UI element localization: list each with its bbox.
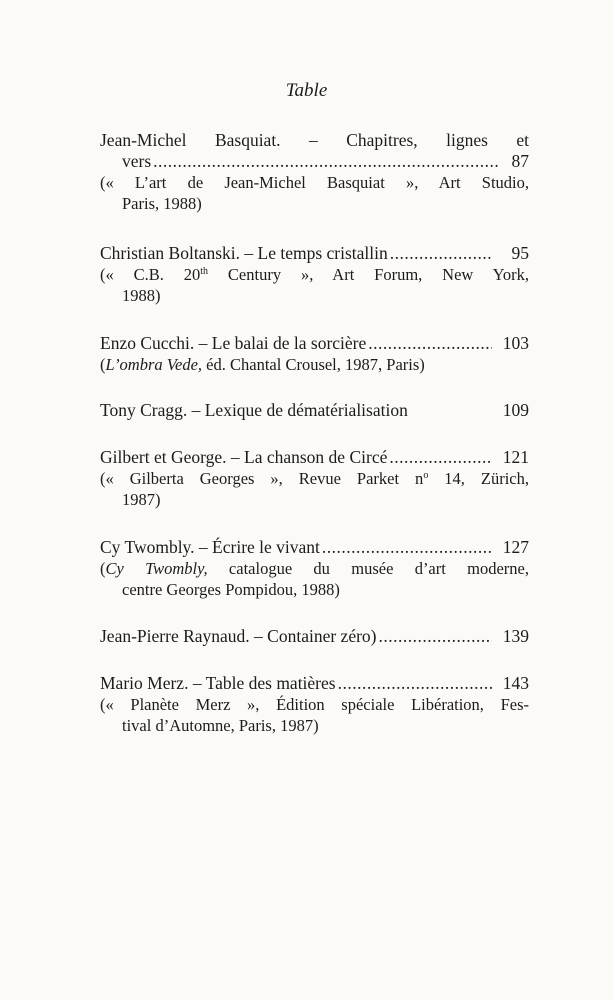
entry-source-line — [100, 558, 529, 579]
dot-leader — [322, 537, 492, 558]
toc-entry — [100, 400, 529, 421]
entry-title-line — [100, 447, 492, 468]
entry-page-number: 121 — [502, 447, 529, 467]
entry-source-line: Paris, 1988) — [122, 194, 202, 213]
dot-leader — [338, 673, 492, 694]
toc-entry — [100, 673, 529, 736]
entry-title: Tony Cragg. – Lexique de dématérialisation — [100, 400, 408, 420]
entry-title-line — [100, 626, 492, 647]
page-heading: Table — [285, 80, 328, 101]
entry-source-line: (« L’art de Jean-Michel Basquiat », Art Studio, — [100, 173, 529, 192]
entry-source-line: 1988) — [122, 286, 161, 305]
entry-source-line — [100, 354, 529, 375]
entry-title: Jean-Pierre Raynaud. – Container zéro) — [100, 626, 377, 646]
entry-source — [100, 264, 529, 306]
entry-source — [100, 694, 529, 736]
entry-source — [100, 172, 529, 214]
entry-title: Christian Boltanski. – Le temps cristallin — [100, 243, 388, 263]
entry-source-line: 1987) — [122, 490, 161, 509]
source-title-italic: Cy Twombly, — [105, 559, 208, 578]
entry-source-line: centre Georges Pompidou, 1988) — [122, 580, 340, 599]
source-text: Century », Art Forum, New York, — [208, 265, 529, 284]
source-text: 14, Zürich, — [428, 469, 530, 488]
entry-title: Mario Merz. – Table des matières — [100, 673, 336, 693]
entry-title: Cy Twombly. – Écrire le vivant — [100, 537, 320, 557]
dot-leader — [153, 151, 498, 172]
toc-entry — [100, 243, 529, 306]
entry-page-number: 139 — [502, 626, 529, 646]
superscript: o — [423, 470, 429, 481]
source-title-italic: L’ombra Vede, — [105, 355, 203, 374]
entry-title-line — [100, 537, 492, 558]
toc-entry — [100, 333, 529, 375]
entry-source-line — [100, 264, 529, 285]
dot-leader — [379, 626, 493, 647]
entry-title-continuation: vers — [122, 151, 152, 171]
dot-leader — [389, 447, 492, 468]
toc-entry — [100, 537, 529, 600]
source-text: (« Gilberta Georges », Revue Parket n — [100, 469, 424, 488]
entry-source — [100, 468, 529, 510]
entry-page-number: 143 — [502, 673, 529, 693]
dot-leader — [390, 243, 492, 264]
dot-leader — [368, 333, 492, 354]
entry-title: Enzo Cucchi. – Le balai de la sorcière — [100, 333, 367, 353]
entry-page-number: 109 — [502, 400, 529, 420]
entry-page-number: 87 — [511, 151, 529, 171]
toc-entry — [100, 130, 529, 214]
toc-entry — [100, 447, 529, 510]
entry-source-line — [100, 468, 529, 489]
entry-title-line: Jean-Michel Basquiat. – Chapitres, lignes et — [100, 130, 529, 150]
entry-title: Gilbert et George. – La chanson de Circé — [100, 447, 388, 467]
entry-source — [100, 558, 529, 600]
entry-page-number: 95 — [511, 243, 529, 263]
source-text: ( — [100, 355, 106, 374]
entry-source-line: tival d’Automne, Paris, 1987) — [122, 716, 319, 735]
entry-source-line: (« Planète Merz », Édition spéciale Libération, Fes- — [100, 695, 529, 714]
entry-title-line — [100, 333, 492, 354]
entry-page-number: 127 — [502, 537, 529, 557]
source-text: (« C.B. 20 — [100, 265, 201, 284]
source-text: éd. Chantal Crousel, 1987, Paris) — [202, 355, 425, 374]
entry-source — [100, 354, 529, 375]
superscript: th — [200, 266, 209, 277]
toc-entry — [100, 626, 529, 647]
entry-page-number: 103 — [502, 333, 529, 353]
entry-title-line — [100, 673, 492, 694]
entry-title-line — [100, 243, 492, 264]
source-text: ( — [100, 559, 106, 578]
entry-title-line — [100, 151, 498, 172]
source-text: catalogue du musée d’art moderne, — [207, 559, 529, 578]
